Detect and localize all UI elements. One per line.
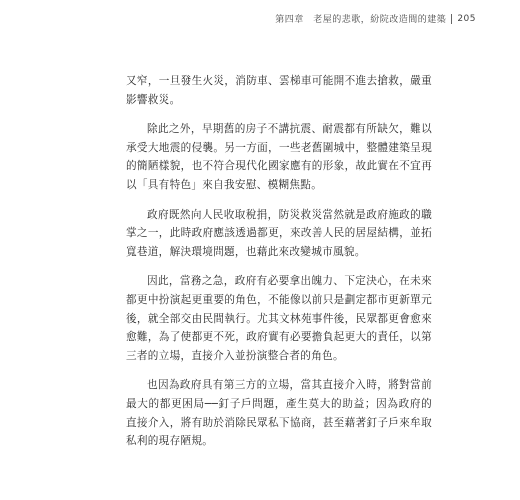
chapter-title: 第四章 老屋的悲歌，紛院改造間的建築	[275, 15, 447, 25]
header-divider	[451, 14, 452, 24]
paragraph: 政府既然向人民收取稅捐，防災救災當然就是政府施政的職掌之一，此時政府應該透過都更，來改善人民的居屋結構，並拓寬巷道，解決環境問題，也藉此來改變城市風貌。	[126, 208, 432, 258]
paragraph: 也因為政府具有第三方的立場，當其直接介入時，將對當前最大的都更困局──釘子戶問題，產生莫大的助益；因為政府的直接介入，將有助於消除民眾私下協商，甚至藉著釘子戶來牟取私利的現存陋規。	[126, 379, 432, 448]
paragraph-continued: 又窄，一旦發生火災，消防車、雲梯車可能開不進去搶救，嚴重影響救災。	[126, 75, 432, 106]
paragraph: 因此，當務之急，政府有必要拿出魄力、下定決心，在未來都更中扮演起更重要的角色，不能像以前只是劃定都市更新單元後，就全部交由民間執行。尤其文林苑事件後，民眾都更會愈來愈難，為了使都更不死，政府實有必要擔負起更大的責任，以第三者的立場，直接介入並扮演整合者的角色。	[126, 275, 432, 362]
body-text	[126, 72, 432, 462]
paragraph: 除此之外，早期舊的房子不講抗震、耐震都有所缺欠，難以承受大地震的侵襲。另一方面，一些老舊圍城中，整體建築呈現的簡陋樣貌，也不符合現代化國家應有的形象，故此實在不宜再以「具有特色」來自我安慰、模糊焦點。	[126, 123, 432, 191]
running-header	[275, 12, 476, 25]
page-number: 205	[457, 13, 476, 24]
